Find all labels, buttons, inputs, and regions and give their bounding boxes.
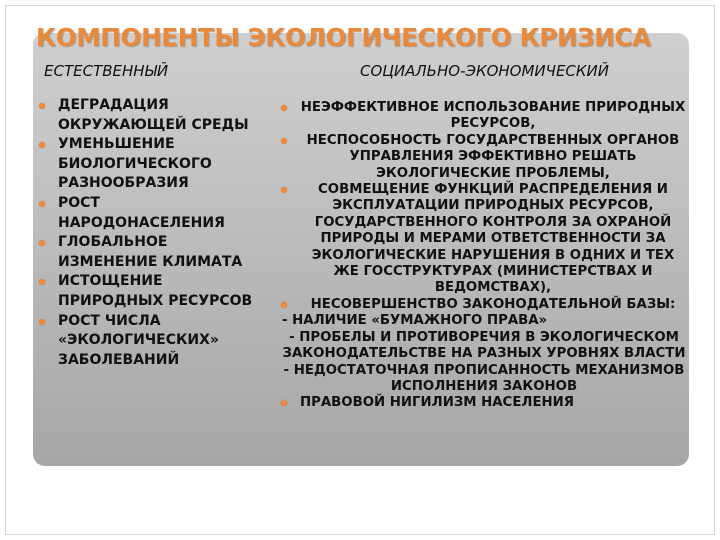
sub-item: - НАЛИЧИЕ «БУМАЖНОГО ПРАВА» <box>282 313 548 329</box>
list-item: НЕСПОСОБНОСТЬ ГОСУДАРСТВЕННЫХ ОРГАНОВ УПРАВЛЕНИЯ ЭФФЕКТИВНО РЕШАТЬ ЭКОЛОГИЧЕСКИЕ ПРОБЛЕМЫ, <box>276 133 686 182</box>
bullet-icon <box>39 142 45 148</box>
bullet-icon <box>39 319 45 325</box>
list-item: РОСТ НАРОДОНАСЕЛЕНИЯ <box>36 194 266 233</box>
list-item: ПРАВОВОЙ НИГИЛИЗМ НАСЕЛЕНИЯ <box>276 395 686 411</box>
bullet-icon <box>281 400 287 406</box>
list-item: ИСТОЩЕНИЕ ПРИРОДНЫХ РЕСУРСОВ <box>36 272 266 311</box>
sub-item: - ПРОБЕЛЫ И ПРОТИВОРЕЧИЯ В ЭКОЛОГИЧЕСКОМ ЗАКОНОДАТЕЛЬСТВЕ НА РАЗНЫХ УРОВНЯХ ВЛАСТИ <box>282 329 686 362</box>
bullet-icon <box>39 240 45 246</box>
list-item: УМЕНЬШЕНИЕ БИОЛОГИЧЕСКОГО РАЗНООБРАЗИЯ <box>36 135 266 194</box>
bullet-icon <box>281 187 287 193</box>
socioeconomic-list <box>276 100 686 412</box>
list-item: РОСТ ЧИСЛА «ЭКОЛОГИЧЕСКИХ» ЗАБОЛЕВАНИЙ <box>36 312 266 371</box>
column-heading-natural: ЕСТЕСТВЕННЫЙ <box>44 62 169 80</box>
list-item: ГЛОБАЛЬНОЕ ИЗМЕНЕНИЕ КЛИМАТА <box>36 233 266 272</box>
natural-list <box>36 96 266 370</box>
bullet-icon <box>39 279 45 285</box>
bullet-icon <box>39 201 45 207</box>
bullet-icon <box>281 105 287 111</box>
list-item: НЕЭФФЕКТИВНОЕ ИСПОЛЬЗОВАНИЕ ПРИРОДНЫХ РЕСУРСОВ, <box>276 100 686 133</box>
list-item: СОВМЕЩЕНИЕ ФУНКЦИЙ РАСПРЕДЕЛЕНИЯ И ЭКСПЛУАТАЦИИ ПРИРОДНЫХ РЕСУРСОВ, ГОСУДАРСТВЕННОГО КОНТРОЛЯ ЗА ОХРАНОЙ ПРИРОДЫ И МЕРАМИ ОТВЕТСТВЕННОСТИ ЗА ЭКОЛОГИЧЕСКИЕ НАРУШЕНИЯ В ОДНИХ И ТЕХ ЖЕ ГОССТРУКТУРАХ (МИНИСТЕРСТВАХ И ВЕДОМСТВАХ), <box>276 182 686 297</box>
list-item: ДЕГРАДАЦИЯ ОКРУЖАЮЩЕЙ СРЕДЫ <box>36 96 266 135</box>
bullet-icon <box>39 103 45 109</box>
column-heading-socioeconomic: СОЦИАЛЬНО-ЭКОНОМИЧЕСКИЙ <box>360 62 609 80</box>
list-item: НЕСОВЕРШЕНСТВО ЗАКОНОДАТЕЛЬНОЙ БАЗЫ: <box>276 297 686 313</box>
slide-title: КОМПОНЕНТЫ ЭКОЛОГИЧЕСКОГО КРИЗИСА <box>36 23 651 52</box>
bullet-icon <box>281 138 287 144</box>
bullet-icon <box>281 302 287 308</box>
sub-item: - НЕДОСТАТОЧНАЯ ПРОПИСАННОСТЬ МЕХАНИЗМОВ ИСПОЛНЕНИЯ ЗАКОНОВ <box>283 362 685 394</box>
